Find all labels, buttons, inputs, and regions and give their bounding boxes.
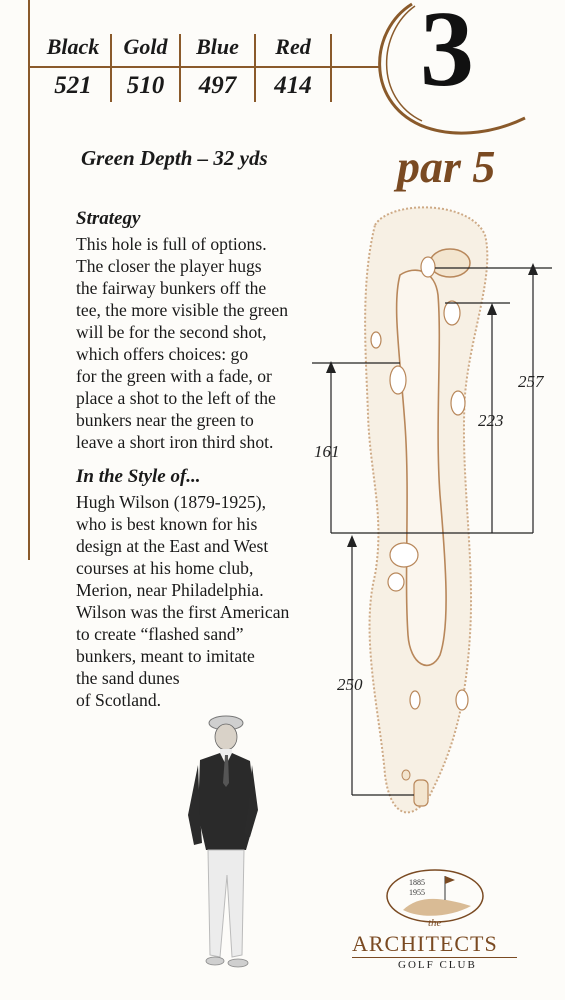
- card-left-rule: [28, 0, 30, 560]
- style-of-text: [76, 491, 326, 711]
- logo-the: the: [428, 917, 442, 929]
- strategy-line: tee, the more visible the green: [76, 300, 289, 320]
- strategy-line: the fairway bunkers off the: [76, 278, 267, 298]
- distance-label-223: 223: [478, 411, 504, 430]
- logo-name: ARCHITECTS: [352, 931, 498, 956]
- distance-label-250: 250: [337, 675, 363, 694]
- style-of-line: Wilson was the first American: [76, 602, 290, 622]
- tee-yards-gold: 510: [126, 72, 165, 99]
- green: [430, 249, 470, 277]
- logo-year-founded: 1885: [409, 878, 425, 887]
- hole-map: [300, 195, 565, 835]
- style-of-line: of Scotland.: [76, 690, 162, 710]
- bunker: [456, 690, 468, 710]
- tee-yards-black: 521: [54, 72, 92, 99]
- style-of-line: the sand dunes: [76, 668, 180, 688]
- strategy-line: which offers choices: go: [76, 344, 249, 364]
- strategy-line: This hole is full of options.: [76, 234, 267, 254]
- strategy-line: for the green with a fade, or: [76, 366, 272, 386]
- tee-name-red: Red: [275, 34, 311, 59]
- strategy-line: The closer the player hugs: [76, 256, 262, 276]
- logo-year-end: 1955: [409, 888, 425, 897]
- golfer-portrait: [170, 705, 270, 980]
- bunker: [390, 543, 418, 567]
- bunker: [388, 573, 404, 591]
- par-label: par 5: [397, 141, 496, 192]
- logo-subtitle: GOLF CLUB: [398, 959, 477, 971]
- strategy-line: leave a short iron third shot.: [76, 432, 274, 452]
- bunker: [444, 301, 460, 325]
- logo-rule: [352, 957, 517, 958]
- strategy-heading: Strategy: [76, 208, 141, 229]
- bunker: [410, 691, 420, 709]
- strategy-line: bunkers near the green to: [76, 410, 254, 430]
- tee-box: [402, 770, 410, 780]
- style-of-line: bunkers, meant to imitate: [76, 646, 255, 666]
- style-of-heading: In the Style of...: [76, 466, 201, 487]
- strategy-line: place a shot to the left of the: [76, 388, 276, 408]
- hole-number: 3: [420, 0, 474, 109]
- bunker: [421, 257, 435, 277]
- strategy-line: will be for the second shot,: [76, 322, 267, 342]
- bunker: [371, 332, 381, 348]
- green-depth: Green Depth – 32 yds: [81, 146, 268, 170]
- bunker: [451, 391, 465, 415]
- tee-box: [414, 780, 428, 806]
- style-of-line: courses at his home club,: [76, 558, 254, 578]
- bunker: [390, 366, 406, 394]
- yardage-divider-line: [30, 66, 380, 68]
- tee-name-black: Black: [46, 34, 100, 59]
- tee-yards-red: 414: [274, 72, 312, 99]
- style-of-line: Hugh Wilson (1879-1925),: [76, 492, 267, 512]
- tee-yards-blue: 497: [198, 72, 237, 99]
- style-of-line: design at the East and West: [76, 536, 269, 556]
- distance-label-257: 257: [518, 372, 544, 391]
- style-of-line: to create “flashed sand”: [76, 624, 244, 644]
- style-of-line: Merion, near Philadelphia.: [76, 580, 264, 600]
- tee-name-gold: Gold: [123, 34, 168, 59]
- yardage-separator: [330, 34, 332, 102]
- strategy-text: [76, 233, 326, 453]
- style-of-line: who is best known for his: [76, 514, 258, 534]
- distance-label-161: 161: [314, 442, 340, 461]
- tee-name-blue: Blue: [196, 34, 239, 59]
